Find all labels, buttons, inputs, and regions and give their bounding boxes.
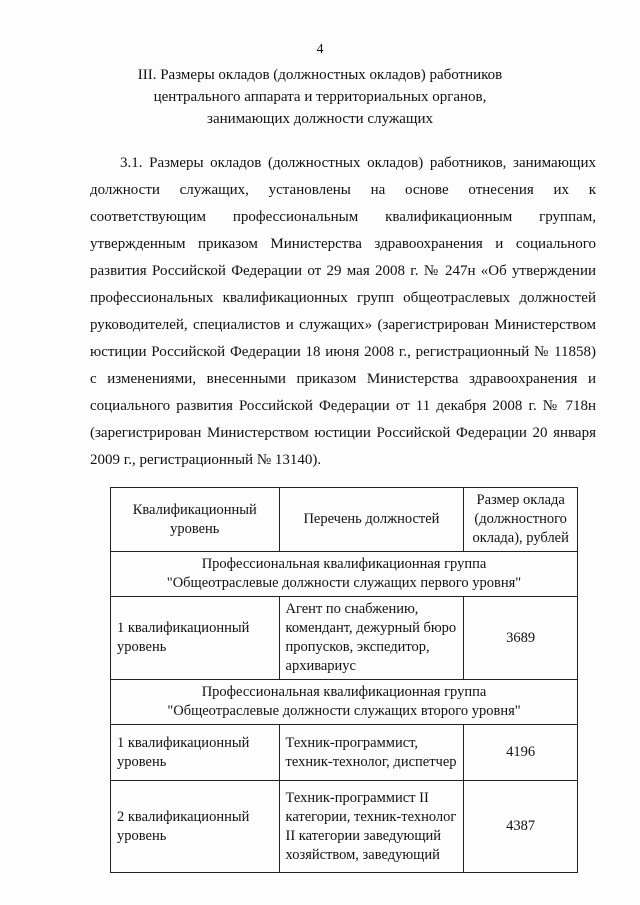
level-cell: 2 квалификационный уровень	[111, 781, 280, 873]
header-cell-level: Квалификационный уровень	[111, 488, 280, 552]
paragraph-line: руководителей, специалистов и служащих» (зарегистрирован Министерством	[90, 317, 596, 333]
group-title-row	[111, 552, 578, 597]
paragraph-line: должности служащих, установлены на основе отнесения их к	[90, 182, 596, 198]
section-title-line: III. Размеры окладов (должностных окладов) работников	[137, 67, 503, 83]
header-cell-positions: Перечень должностей	[279, 488, 464, 552]
page-number: 4	[316, 42, 324, 57]
table-header-row	[111, 488, 578, 552]
paragraph-line: с изменениями, внесенными приказом Министерства здравоохранения и	[90, 371, 596, 387]
positions-cell: Техник-программист, техник-технолог, диспетчер	[279, 725, 464, 781]
group-title-cell	[111, 552, 578, 597]
paragraph-line: утвержденным приказом Министерства здравоохранения и социального	[90, 236, 596, 252]
paragraph-line: развития Российской Федерации от 29 мая 2008 г. № 247н «Об утверждении	[90, 263, 596, 279]
salary-table	[110, 487, 578, 873]
section-title	[60, 64, 580, 130]
positions-cell: Агент по снабжению, комендант, дежурный бюро пропусков, экспедитор, архивариус	[279, 597, 464, 680]
salary-cell: 3689	[464, 597, 578, 680]
group-title-cell	[111, 680, 578, 725]
paragraph-line: (зарегистрирован Министерством юстиции Российской Федерации 20 января	[90, 425, 596, 441]
group-title-line: "Общеотраслевые должности служащих второго уровня"	[167, 703, 521, 719]
paragraph-line: профессиональных квалификационных групп общеотраслевых должностей	[90, 290, 596, 306]
positions-cell: Техник-программист II категории, техник-технолог II категории заведующий хозяйством, заведующий	[279, 781, 464, 873]
body-paragraph	[90, 150, 596, 474]
group-title-row	[111, 680, 578, 725]
group-title-line: Профессиональная квалификационная группа	[201, 556, 487, 572]
group-title-line: "Общеотраслевые должности служащих первого уровня"	[166, 575, 522, 591]
paragraph-line: юстиции Российской Федерации 18 июня 2008 г., регистрационный № 11858)	[90, 344, 596, 360]
level-cell: 1 квалификационный уровень	[111, 725, 280, 781]
salary-cell: 4387	[464, 781, 578, 873]
group-title-line: Профессиональная квалификационная группа	[201, 684, 487, 700]
paragraph-line: социального развития Российской Федерации от 11 декабря 2008 г. № 718н	[90, 398, 596, 414]
level-cell: 1 квалификационный уровень	[111, 597, 280, 680]
paragraph-line: 2009 г., регистрационный № 13140).	[90, 452, 322, 468]
section-title-line: центрального аппарата и территориальных органов,	[153, 89, 487, 105]
salary-cell: 4196	[464, 725, 578, 781]
table-row	[111, 781, 578, 873]
table-row	[111, 597, 578, 680]
section-title-line: занимающих должности служащих	[207, 111, 433, 127]
paragraph-line: 3.1. Размеры окладов (должностных окладов) работников, занимающих	[120, 155, 596, 171]
table-row	[111, 725, 578, 781]
header-cell-salary: Размер оклада (должностного оклада), рублей	[464, 488, 578, 552]
paragraph-line: соответствующим профессиональным квалификационным группам,	[90, 209, 596, 225]
